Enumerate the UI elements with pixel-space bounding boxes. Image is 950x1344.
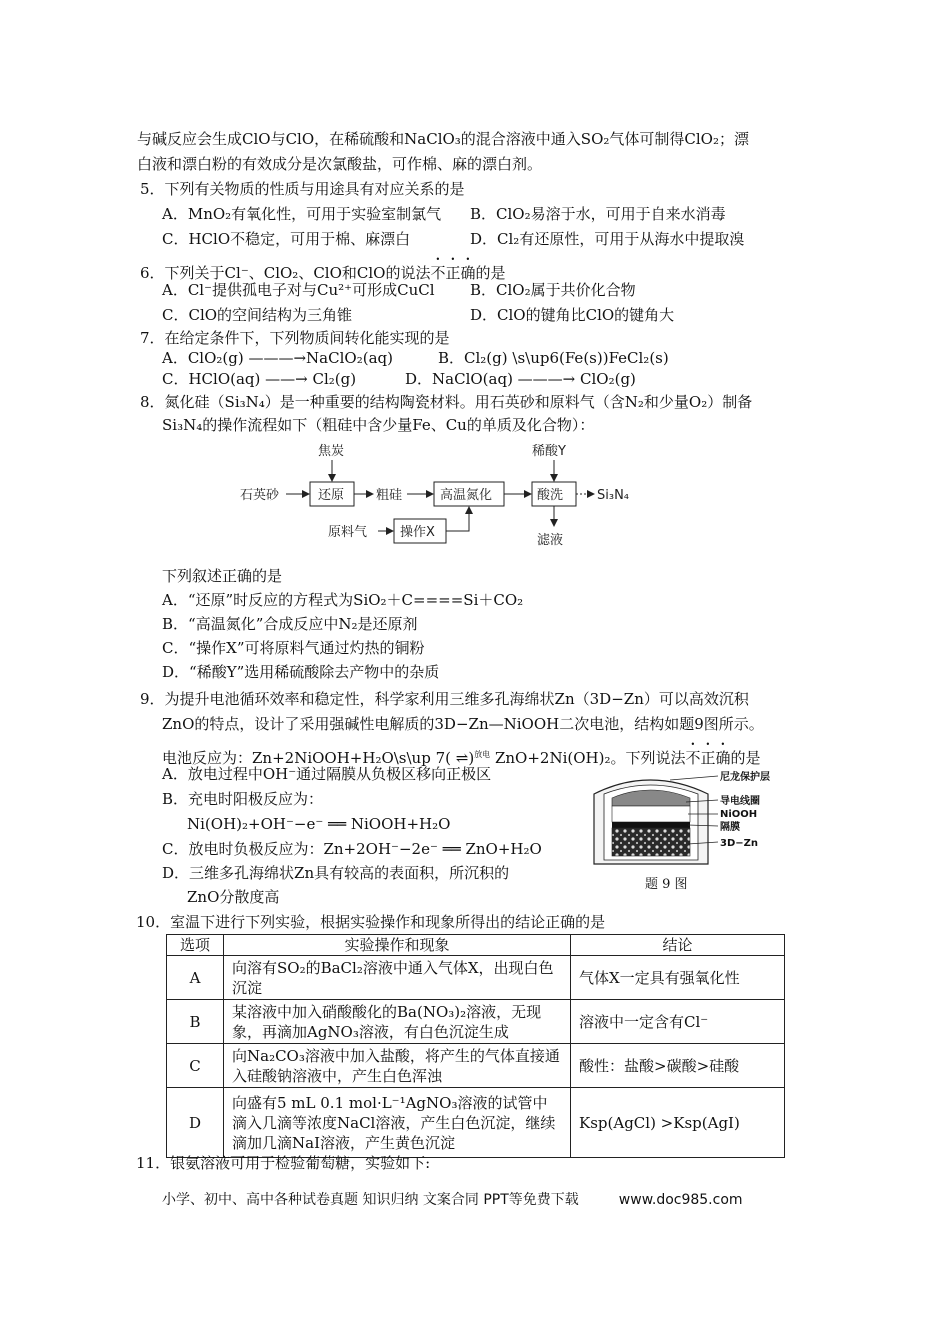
footer-site[interactable]: www.doc985.com	[618, 1192, 743, 1208]
q9-option-d-line1: D．三维多孔海绵状Zn具有较高的表面积，所沉积的	[162, 864, 510, 882]
flow-coke: 焦炭	[318, 444, 345, 459]
flow-nitride: 高温氮化	[440, 488, 493, 503]
q8-option-c: C．“操作X”可将原料气通过灼热的铜粉	[162, 639, 425, 657]
row-option: A	[167, 956, 224, 1000]
q7-option-a: A．ClO₂(g) ———→NaClO₂(aq)	[162, 349, 393, 367]
q6-option-d: D．ClO的键角比ClO的键角大	[470, 306, 675, 324]
page-footer	[162, 1189, 743, 1209]
row-conclusion: 溶液中一定含有Cl⁻	[571, 1000, 785, 1044]
q7-stem: 7．在给定条件下，下列物质间转化能实现的是	[140, 329, 450, 347]
q6-emphasis: 不正确	[430, 264, 476, 282]
header-option: 选项	[167, 935, 224, 956]
label-coil: 导电线圈	[720, 796, 760, 807]
q5-option-b: B．ClO₂易溶于水，可用于自来水消毒	[470, 205, 726, 223]
label-nylon: 尼龙保护层	[720, 772, 770, 783]
q8-option-a: A．“还原”时反应的方程式为SiO₂＋C====Si＋CO₂	[162, 591, 524, 609]
q9-option-b: B．充电时阳极反应为：	[162, 790, 324, 808]
q9-option-c: C．放电时负极反应为：Zn+2OH⁻−2e⁻ ══ ZnO+H₂O	[162, 840, 542, 858]
intro-line-2: 白液和漂白粉的有效成分是次氯酸盐，可作棉、麻的漂白剂。	[137, 155, 543, 173]
q6-option-c: C．ClO的空间结构为三角锥	[162, 306, 353, 324]
row-conclusion: 气体X一定具有强氧化性	[571, 956, 785, 1000]
q8-stem-1: 8．氮化硅（Si₃N₄）是一种重要的结构陶瓷材料。用石英砂和原料气（含N₂和少量O₂）制备	[140, 393, 753, 411]
row-conclusion: 酸性：盐酸>碳酸>硅酸	[571, 1044, 785, 1088]
flow-quartz: 石英砂	[240, 488, 280, 503]
intro-line-1: 与碱反应会生成ClO与ClO，在稀硫酸和NaClO₃的混合溶液中通入SO₂气体可制得ClO₂；漂	[137, 130, 749, 148]
flow-op-x: 操作X	[400, 525, 435, 540]
row-option: C	[167, 1044, 224, 1088]
q9-battery-figure	[590, 764, 800, 894]
label-3d-zn: 3D−Zn	[720, 838, 759, 849]
header-operation: 实验操作和现象	[224, 935, 571, 956]
table-row	[167, 1000, 785, 1044]
flow-raw-gas: 原料气	[328, 525, 368, 540]
flow-filtrate: 滤液	[537, 533, 564, 548]
q6-option-a: A．Cl⁻提供孤电子对与Cu²⁺可形成CuCl	[162, 281, 435, 299]
q6-stem: 6．下列关于Cl⁻、ClO₂、ClO和ClO的说法不正确的是	[140, 264, 506, 282]
q9-option-a: A．放电过程中OH⁻通过隔膜从负极区移向正极区	[162, 765, 492, 783]
label-niooh: NiOOH	[720, 809, 758, 820]
row-option: B	[167, 1000, 224, 1044]
q8-lead: 下列叙述正确的是	[162, 567, 283, 585]
q9-stem-1: 9．为提升电池循环效率和稳定性，科学家利用三维多孔海绵状Zn（3D−Zn）可以高效沉积	[140, 690, 749, 708]
table-row	[167, 1088, 785, 1158]
flow-wash: 酸洗	[537, 488, 564, 503]
q9-option-b-equation: Ni(OH)₂+OH⁻−e⁻ ══ NiOOH+H₂O	[187, 815, 451, 833]
q6-option-b: B．ClO₂属于共价化合物	[470, 281, 636, 299]
q9-stem-2: ZnO的特点，设计了采用强碱性电解质的3D−Zn—NiOOH二次电池，结构如题9图所示。	[162, 715, 764, 733]
row-conclusion: Ksp(AgCl) >Ksp(AgI)	[571, 1088, 785, 1158]
q9-stem-3: 电池反应为：Zn+2NiOOH+H₂O\s\up 7( ⇌)$^{放电}$ ZnO+2Ni(OH)₂。下列说法不正确的是	[162, 749, 761, 767]
table-header-row	[167, 935, 785, 956]
flow-acid-y: 稀酸Y	[532, 444, 566, 459]
q10-table	[166, 934, 785, 1158]
q8-option-b: B．“高温氮化”合成反应中N₂是还原剂	[162, 615, 418, 633]
q8-option-d: D．“稀酸Y”选用稀硫酸除去产物中的杂质	[162, 663, 440, 681]
row-operation: 向溶有SO₂的BaCl₂溶液中通入气体X，出现白色沉淀	[224, 956, 571, 1000]
q11-stem: 11．银氨溶液可用于检验葡萄糖，实验如下:	[136, 1154, 431, 1172]
q5-option-d: D．Cl₂有还原性，可用于从海水中提取溴	[470, 230, 745, 248]
q5-stem: 5．下列有关物质的性质与用途具有对应关系的是	[140, 180, 465, 198]
flow-crude-si: 粗硅	[376, 488, 403, 503]
row-option: D	[167, 1088, 224, 1158]
row-operation: 某溶液中加入硝酸酸化的Ba(NO₃)₂溶液，无现象，再滴加AgNO₃溶液，有白色沉淀生成	[224, 1000, 571, 1044]
q9-figure-caption: 题 9 图	[645, 877, 688, 892]
label-separator: 隔膜	[720, 822, 740, 833]
q10-stem: 10．室温下进行下列实验，根据实验操作和现象所得出的结论正确的是	[136, 913, 606, 931]
q8-stem-2: Si₃N₄的操作流程如下（粗硅中含少量Fe、Cu的单质及化合物）：	[162, 416, 595, 434]
q8-flowchart	[230, 438, 680, 553]
q7-option-b: B．Cl₂(g) \s\up6(Fe(s))FeCl₂(s)	[438, 349, 669, 367]
table-row	[167, 1044, 785, 1088]
flow-product: Si₃N₄	[597, 488, 630, 503]
q9-option-d-line2: ZnO分散度高	[187, 888, 280, 906]
row-operation: 向盛有5 mL 0.1 mol·L⁻¹AgNO₃溶液的试管中滴入几滴等浓度NaCl溶液，产生白色沉淀，继续滴加几滴NaI溶液，产生黄色沉淀	[224, 1088, 571, 1158]
q5-option-c: C．HClO不稳定，可用于棉、麻漂白	[162, 230, 411, 248]
footer-text: 小学、初中、高中各种试卷真题 知识归纳 文案合同 PPT等免费下载	[162, 1192, 579, 1208]
q7-option-d: D．NaClO(aq) ———→ ClO₂(g)	[405, 370, 636, 388]
q7-option-c: C．HClO(aq) ——→ Cl₂(g)	[162, 370, 357, 388]
q9-emphasis: 不正确	[685, 749, 731, 767]
row-operation: 向Na₂CO₃溶液中加入盐酸，将产生的气体直接通入硅酸钠溶液中，产生白色浑浊	[224, 1044, 571, 1088]
flow-reduce: 还原	[318, 488, 345, 503]
header-conclusion: 结论	[571, 935, 785, 956]
q5-option-a: A．MnO₂有氧化性，可用于实验室制氯气	[162, 205, 442, 223]
table-row	[167, 956, 785, 1000]
